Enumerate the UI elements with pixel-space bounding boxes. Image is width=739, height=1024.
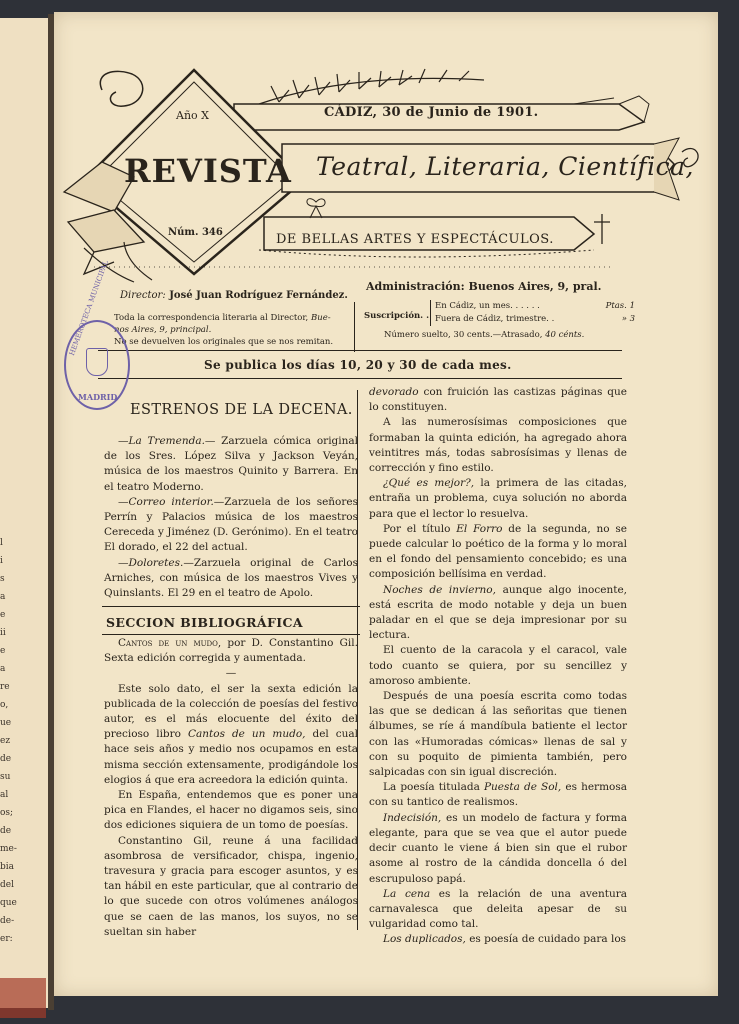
correspondence-address-start: Bue- — [310, 313, 331, 323]
book-spine-red — [0, 978, 46, 1018]
subscription-local: En Cádiz, un mes. . . . . . — [435, 301, 540, 311]
left-page-fragment: bia — [0, 862, 15, 872]
separator: — — [225, 667, 237, 680]
single-issue-price — [384, 330, 584, 340]
paragraph: ¿Qué es mejor?, la primera de las citadas, entraña un problema, cuya solución no aborda para que el lector lo resuelva. — [369, 477, 627, 520]
paragraph: —Doloretes.—Zarzuela original de Carlos Arniches, con música de los maestros Vives y Quinslants. El 29 en el teatro de Apolo. — [104, 556, 358, 600]
subscription-outside-price: » 3 — [621, 314, 635, 324]
paragraph: Por el título El Forro de la segunda, no se puede calcular lo poético de la forma y lo moral en el fondo del pensamiento concebido; es una composición bellísima en verdad. — [369, 522, 627, 581]
left-page-fragment: del — [0, 880, 14, 890]
palm-frond-icon — [259, 69, 484, 104]
paragraph: Los duplicados, es poesía de cuidado para los — [383, 933, 627, 946]
subscription-local-price: Ptas. 1 — [605, 301, 635, 311]
left-page-fragment: a — [0, 664, 6, 674]
left-page-fragment: i — [0, 556, 3, 566]
column-left — [104, 434, 358, 601]
issue-number: Núm. 346 — [168, 227, 223, 238]
correspondence-text: Toda la correspondencia literaria al Director, — [114, 313, 309, 323]
left-page-fragment: er: — [0, 934, 13, 944]
left-page-fragment: al — [0, 790, 9, 800]
paragraph: —La Tremenda.— Zarzuela cómica original de los Sres. López Silva y Jackson Veyán, música de los maestros Quinito y Barrera. En el teatro Moderno. — [104, 435, 359, 493]
info-divider — [354, 302, 355, 352]
stamp-arc-text: HEMEROTECA MUNICIPAL — [68, 259, 110, 357]
masthead-subtitle: Teatral, Literaria, Científica, — [316, 152, 694, 181]
left-page-fragment: ii — [0, 628, 6, 638]
single-issue-text: Número suelto, 30 cents.—Atrasado, — [384, 330, 543, 340]
issue-date: CÁDIZ, 30 de Junio de 1901. — [324, 105, 539, 120]
paragraph: El cuento de la caracola y el caracol, vale todo cuanto se quiera, por su sencillez y amoroso ambiente. — [369, 644, 627, 687]
paragraph: Indecisión, es un modelo de factura y forma elegante, para que se vea que el autor puede decir cuanto le viene á bien sin que el rubor asome al rostro de la cándida doncella ó del escrupuloso papá. — [369, 811, 627, 885]
left-page-edge — [0, 18, 50, 1008]
masthead — [54, 12, 718, 292]
left-page-fragment: ue — [0, 718, 12, 728]
paragraph: En España, entendemos que es poner una pica en Flandes, el hacer no digamos seis, sino dos ediciones siquiera de un tomo de poesías. — [104, 789, 358, 832]
left-page-fragment: de- — [0, 916, 15, 926]
paragraph: La poesía titulada Puesta de Sol, es hermosa con su tantico de realismos. — [369, 781, 628, 809]
left-page-fragment: ez — [0, 736, 11, 746]
paragraph: La cena es la relación de una aventura carnavalesca que deleita apesar de su vulgaridad como tal. — [369, 887, 627, 931]
masthead-title: REVISTA — [124, 152, 292, 190]
director-name: José Juan Rodríguez Fernández. — [169, 290, 348, 301]
column-right — [369, 385, 627, 948]
left-page-fragment: de — [0, 754, 12, 764]
back-issue-price: 40 cénts. — [545, 330, 585, 340]
no-return-notice: No se devuelven los originales que se nos remitan. — [114, 337, 334, 347]
left-page-fragment: e — [0, 610, 6, 620]
paragraph: Este solo dato, el ser la sexta edición la publicada de la colección de poesías del festivo autor, es el más elocuente del éxito del precioso libro Cantos de un mudo, del cual hace seis años y medio nos ocupamos en esta misma sección extensamente, prodigándole los elogios á que era acreedora la edición quinta. — [104, 682, 359, 786]
newspaper-page — [54, 12, 718, 996]
left-page-fragment: su — [0, 772, 11, 782]
correspondence-note — [114, 312, 364, 348]
left-page-fragment: l — [0, 538, 3, 548]
left-page-fragment: re — [0, 682, 10, 692]
rule-top — [98, 350, 622, 351]
left-page-fragment: que — [0, 898, 17, 908]
stamp-city: MADRID — [78, 392, 118, 402]
left-page-fragment: de — [0, 826, 12, 836]
left-page-fragment: s — [0, 574, 5, 584]
paragraph: A las numerosísimas composiciones que formaban la quinta edición, ha agregado ahora veintitres más, todas sabrosísimas y llenas de corrección y fino estilo. — [369, 416, 627, 475]
rule — [102, 606, 360, 607]
director-line — [120, 290, 348, 301]
rule — [102, 634, 360, 635]
director-label: Director: — [120, 290, 166, 301]
administration-line: Administración: Buenos Aires, 9, pral. — [366, 280, 602, 293]
paragraph: Noches de invierno, aunque algo inocente, está escrita de modo notable y deja un buen paladar en el que se deja impresionar por su lectura. — [369, 583, 627, 642]
column-left-lower — [104, 636, 358, 940]
paragraph: Constantino Gil, reune á una facilidad asombrosa de versificador, chispa, ingenio, travesura y gracia para escoger asuntos, y es tan hábil en este particular, que al contrario de lo que sucede con otros volúmenes análogos que se caen de las manos, los suyos, no se sueltan sin haber — [104, 834, 358, 938]
paragraph: Después de una poesía escrita como todas las que se dedican á las señoritas que tienen álbumes, se ríe á mandíbula batiente el lector con las «Humoradas cómicas» llenas de sal y con su poquito de pimienta también, pero salpicadas con sin igual discreción. — [369, 690, 627, 779]
subscription-outside: Fuera de Cádiz, trimestre. . — [435, 314, 555, 324]
correspondence-address: nos Aires, 9, principal. — [114, 325, 212, 335]
paragraph: —Correo interior.—Zarzuela de los señores Perrín y Palacios música de los maestros Cereceda y Jiménez (D. Gerónimo). En el teatro El dorado, el 22 del actual. — [104, 495, 358, 554]
masthead-ribbon-text: DE BELLAS ARTES Y ESPECTÁCULOS. — [276, 232, 554, 247]
left-page-fragment: o, — [0, 700, 9, 710]
publication-schedule: Se publica los días 10, 20 y 30 de cada mes. — [204, 358, 512, 372]
crest-icon — [86, 348, 108, 376]
left-page-fragment: me- — [0, 844, 17, 854]
left-page-fragment: a — [0, 592, 6, 602]
paragraph: devorado con fruición las castizas páginas que lo constituyen. — [369, 386, 627, 414]
left-page-fragment: e — [0, 646, 6, 656]
paragraph: Cantos de un mudo, por D. Constantino Gil. Sexta edición corregida y aumentada. — [104, 637, 358, 665]
section-heading-estrenos: ESTRENOS DE LA DECENA. — [130, 402, 353, 418]
year-label: Año X — [176, 109, 209, 122]
section-heading-bibliografica: SECCION BIBLIOGRÁFICA — [106, 615, 303, 630]
subscription-label: Suscripción. . — [364, 311, 430, 321]
rule-bottom — [98, 378, 622, 379]
library-stamp — [64, 259, 130, 410]
left-page-fragment: os; — [0, 808, 14, 818]
